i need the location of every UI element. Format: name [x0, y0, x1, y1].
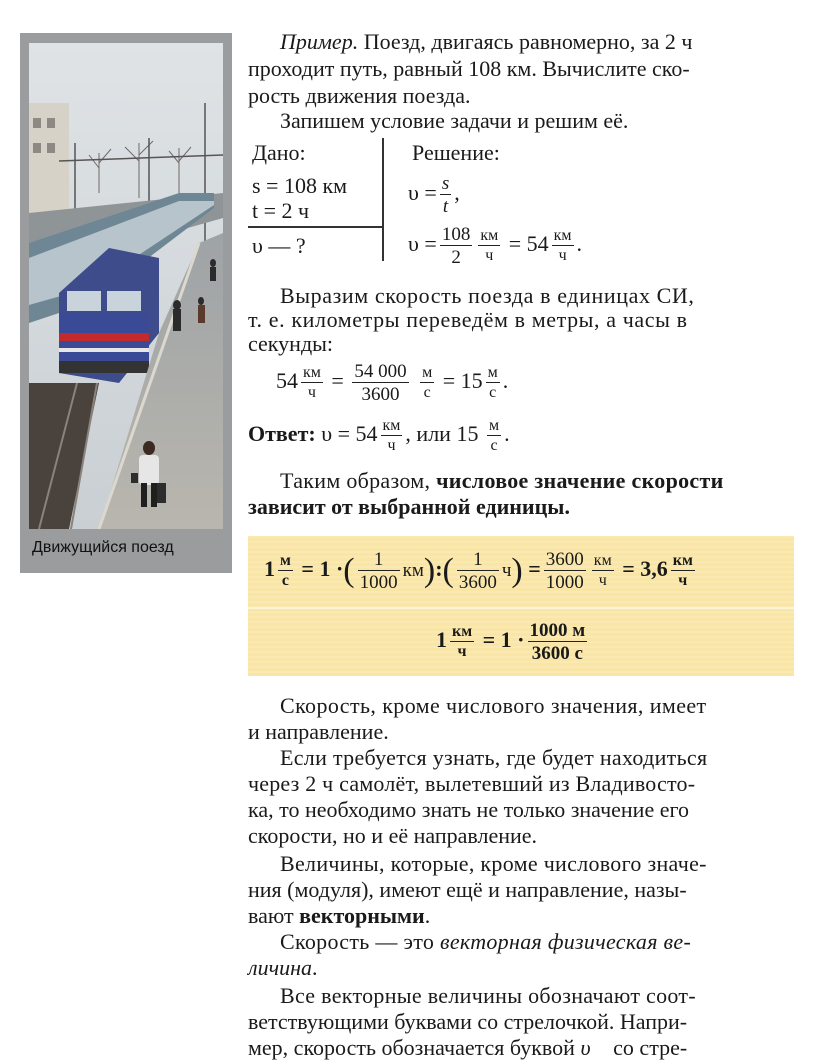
eq1-eq-one: = 1 · [301, 556, 344, 582]
conv-res-m: м [487, 364, 498, 381]
calc-res-km: км [553, 227, 572, 244]
body-p4-l1 [248, 928, 796, 955]
conversion-formula [276, 362, 508, 404]
p5-a: мер, скорость обозначается буквой [248, 1035, 581, 1060]
body-p2-l2: через 2 ч самолёт, вылетевший из Владивосто- [248, 771, 696, 796]
p4-end: . [312, 955, 318, 980]
eq1-frac2-n: 1 [457, 550, 499, 571]
eq1-km: км [402, 560, 424, 582]
example-line-2: проходит путь, равный 108 км. Вычислите ско- [248, 56, 690, 81]
answer-km: км [382, 417, 401, 434]
eq2-h: ч [457, 643, 467, 660]
p4-plain: Скорость — это [280, 929, 440, 954]
eq2-km: км [452, 623, 473, 640]
body-p2-l3: ка, то необходимо знать не только значение его [248, 797, 689, 822]
conclusion-bold-1: числовое значение скорости [436, 468, 724, 493]
calc-2: 2 [451, 247, 461, 268]
eq2-den: 3600 с [531, 643, 583, 664]
conclusion-bold-2: зависит от выбранной единицы. [248, 494, 570, 519]
p5-b: со стре- [607, 1035, 688, 1060]
given-find: υ — ? [252, 233, 306, 258]
eq1-colon: : [435, 556, 443, 582]
p3-plain: вают [248, 903, 300, 928]
eq2-one: 1 [436, 627, 447, 653]
eq1-res-h: ч [678, 572, 688, 589]
answer-or: , или 15 [405, 421, 479, 447]
eq1-eq: = [528, 556, 541, 582]
photo-caption: Движущийся поезд [32, 539, 174, 556]
formula-comma: , [454, 180, 460, 206]
conv-s: с [423, 384, 431, 401]
formula-s: s [441, 173, 450, 194]
given-divider-horizontal [248, 226, 382, 228]
calc-lhs: υ = [408, 231, 437, 257]
formula-lhs: υ = [408, 180, 437, 206]
body-p5-l2: ветствующими буквами со стрелочкой. Напри- [248, 1009, 688, 1034]
calc-h: ч [485, 247, 494, 264]
body-p1-l2: и направление. [248, 719, 389, 744]
answer-value: υ = 54 [321, 421, 378, 447]
body-p2-l4: скорости, но и её направление. [248, 823, 538, 848]
given-time: t = 2 ч [252, 198, 310, 223]
conv-eq: = [331, 368, 344, 394]
si-line-1: Выразим скорость поезда в единицах СИ, [280, 283, 695, 308]
given-distance: s = 108 км [252, 173, 348, 198]
body-p3-l3 [248, 902, 430, 929]
eq2-eq-one: = 1 · [482, 627, 525, 653]
conv-15: = 15 [442, 368, 483, 394]
eq1-h: ч [501, 560, 512, 582]
body-p2-l1: Если требуется узнать, где будет находиться [280, 745, 708, 770]
calc-km: км [480, 227, 499, 244]
eq1-one: 1 [264, 556, 275, 582]
eq2-num: 1000 м [529, 620, 586, 641]
conv-54: 54 [276, 368, 298, 394]
example-line-3: рость движения поезда. [248, 83, 471, 108]
body-p3-l1: Величины, которые, кроме числового значе- [280, 851, 707, 876]
eq1-frac3-d: 1000 [545, 572, 584, 593]
answer-label: Ответ: [248, 421, 316, 447]
p3-bold: векторными [299, 903, 425, 928]
calc-108: 108 [441, 224, 471, 245]
eq1-m: м [280, 552, 291, 569]
highlight-separator [248, 607, 794, 609]
formula-calculation [408, 225, 582, 267]
unit-conversion-2 [436, 621, 590, 663]
given-title: Дано: [252, 140, 306, 165]
conv-54000: 54 000 [354, 361, 407, 382]
solution-title: Решение: [412, 140, 500, 165]
p3-end: . [424, 903, 431, 928]
conv-res-s: с [489, 384, 497, 401]
answer-h: ч [387, 437, 396, 454]
eq1-frac3-n: 3600 [545, 549, 584, 570]
answer-m: м [488, 417, 500, 434]
eq1-frac1-n: 1 [358, 550, 400, 571]
conclusion-line-1 [248, 467, 796, 494]
p4-italic-1: векторная физическая ве- [439, 929, 692, 954]
eq1-frac1-d: 1000 [359, 572, 398, 593]
calc-dot: . [576, 231, 583, 257]
photo-frame [20, 33, 232, 573]
conv-3600: 3600 [361, 384, 400, 405]
eq1-result: = 3,6 [622, 556, 668, 582]
body-p4-l2 [248, 954, 318, 981]
formula-t: t [442, 196, 449, 217]
example-intro: Запишем условие задачи и решим её. [280, 108, 629, 133]
si-line-3: секунды: [248, 331, 334, 356]
example-text-1: Поезд, двигаясь равномерно, за 2 ч [363, 29, 693, 54]
body-p3-l2: ния (модуля), имеют ещё и направление, назы- [248, 877, 687, 902]
body-p5-l3 [248, 1034, 796, 1061]
eq1-res-km: км [672, 552, 693, 569]
answer-s: с [490, 437, 498, 454]
train-photo-icon [29, 43, 223, 529]
example-label: Пример. [280, 29, 359, 54]
body-p1-l1: Скорость, кроме числового значения, имеет [280, 693, 707, 718]
given-divider-vertical [382, 138, 384, 261]
body-p5-l1: Все векторные величины обозначают соот- [280, 983, 696, 1008]
p4-italic-2: личина [248, 955, 313, 980]
example-line-1 [248, 28, 796, 55]
si-line-2: т. е. километры переведём в метры, а часы в [248, 307, 688, 332]
formula-velocity [408, 174, 460, 216]
answer-dot: . [504, 421, 510, 447]
eq1-h2: ч [598, 572, 607, 589]
eq1-km2: км [593, 552, 612, 569]
eq1-s: с [281, 572, 289, 589]
conv-m: м [422, 364, 433, 381]
conclusion-plain: Таким образом, [280, 468, 437, 493]
eq1-frac2-d: 3600 [458, 572, 497, 593]
unit-conversion-1: 1 $\frac{м}{с}$ = 1 ·( $\frac{1}{1000}$ км):( $\frac{1}{3600}$ ч) = $\frac{3600}{1000}$ $\frac{км}{ч}$ = 3,6 $\frac{км}{ч}$ [264, 549, 693, 593]
calc-res-h: ч [558, 247, 567, 264]
conclusion-line-2 [248, 493, 570, 520]
calc-result: = 54 [508, 231, 549, 257]
conv-h: ч [307, 384, 316, 401]
conv-dot: . [502, 368, 509, 394]
conv-km: км [303, 364, 321, 381]
answer-line [248, 418, 510, 454]
p5-vector-v: υ⃗ [580, 1035, 608, 1060]
